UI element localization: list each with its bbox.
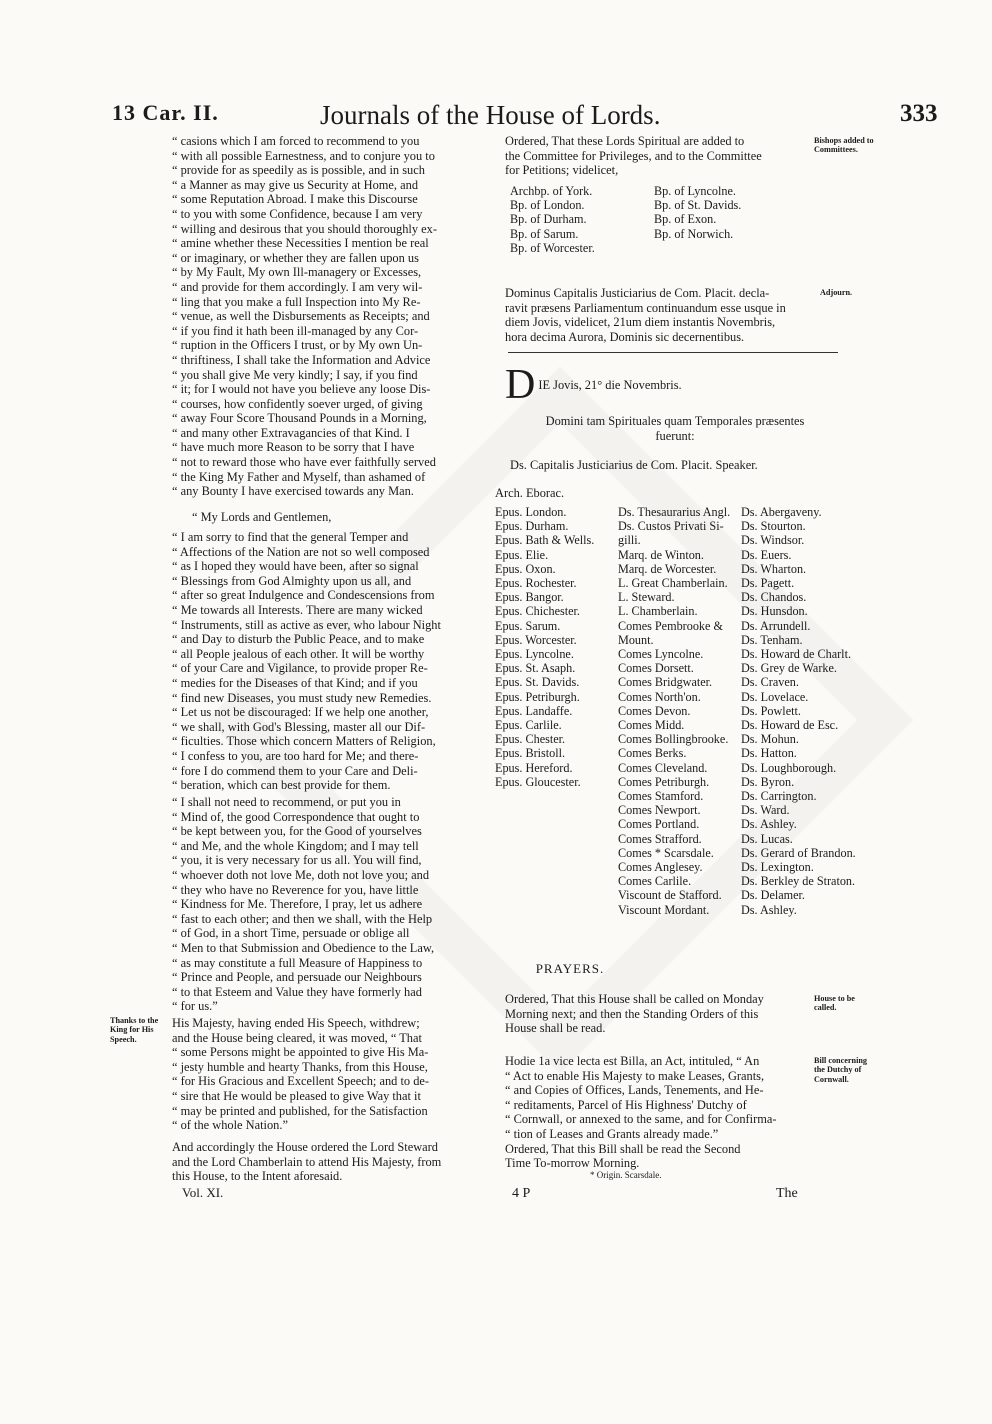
text-line: “ may be printed and published, for the Satisfaction [172, 1103, 428, 1118]
list-item: Comes Carlile. [618, 874, 692, 889]
list-item: L. Great Chamberlain. [618, 576, 728, 591]
list-item: Epus. Chichester. [495, 604, 580, 619]
text-line: “ provide for as speedily as is possible, and in such [172, 163, 425, 178]
list-item: Ds. Powlett. [741, 703, 801, 718]
present-line-1: Domini tam Spirituales quam Temporales præsentes [545, 414, 805, 428]
text-line: “ you, it is very necessary for us all. You will find, [172, 853, 422, 868]
speaker-line: Ds. Capitalis Justiciarius de Com. Placit. Speaker. [510, 458, 758, 472]
list-item: Comes Cleveland. [618, 760, 708, 775]
attendance-col-peers [618, 505, 730, 917]
adjourn-paragraph [505, 286, 811, 344]
list-item: Ds. Custos Privati Si- [618, 519, 724, 534]
speech-part-1 [172, 134, 488, 499]
text-line: “ sire that He would be pleased to give Way that it [172, 1088, 421, 1103]
text-line: this House, to the Intent aforesaid. [172, 1169, 343, 1184]
adjourn-margin-note: Adjourn. [820, 288, 853, 297]
text-line: Ordered, That these Lords Spiritual are added to [505, 134, 745, 148]
present-heading [510, 414, 840, 443]
ordered-house-called [505, 992, 811, 1036]
text-line: “ and Copies of Offices, Lands, Tenements, and He- [505, 1083, 764, 1098]
list-item: Bp. of Lyncolne. [654, 184, 736, 198]
text-line: “ any Bounty I have exercised towards any Man. [172, 484, 414, 499]
list-item: Comes Stamford. [618, 789, 704, 804]
text-line: “ the King My Father and Myself, than ashamed of [172, 469, 426, 484]
list-item: Ds. Grey de Warke. [741, 661, 837, 676]
text-line: “ by My Fault, My own Ill-managery or Excesses, [172, 265, 422, 280]
list-item: Ds. Hatton. [741, 746, 797, 761]
thanks-margin-note: Thanks to the King for His Speech. [110, 1016, 159, 1044]
text-line: “ of the whole Nation.” [172, 1118, 288, 1133]
present-line-2: fuerunt: [655, 428, 695, 443]
text-line: diem Jovis, videlicet, 21um diem instantis Novembris, [505, 315, 776, 330]
list-item: Bp. of Durham. [510, 212, 587, 227]
list-item: Comes Lyncolne. [618, 647, 704, 662]
list-item: Ds. Arrundell. [741, 618, 811, 633]
list-item: Epus. Rochester. [495, 576, 577, 591]
text-line: “ to that Esteem and Value they have formerly had [172, 984, 422, 999]
list-item: Ds. Windsor. [741, 533, 805, 548]
house-called-margin-note: House to be called. [814, 994, 855, 1013]
list-item: Comes Berks. [618, 746, 687, 761]
text-line: His Majesty, having ended His Speech, withdrew; [172, 1016, 420, 1030]
text-line: “ you shall give Me very kindly; I say, if you find [172, 367, 418, 382]
text-line: Ordered, That this Bill shall be read the Second [505, 1141, 741, 1156]
list-item: Comes Bridgwater. [618, 675, 713, 690]
page-title: Journals of the House of Lords. [320, 100, 661, 130]
text-line: “ if you find it hath been ill-managed by any Cor- [172, 323, 419, 338]
text-line: “ courses, how confidently soever urged, of giving [172, 396, 423, 411]
text-line: “ thriftiness, I shall take the Information and Advice [172, 352, 431, 367]
text-line: hora decima Aurora, Dominis sic decernentibus. [505, 329, 745, 344]
list-item: Epus. Worcester. [495, 632, 577, 647]
list-item: Ds. Carrington. [741, 789, 817, 804]
speech-part-3 [172, 795, 488, 1014]
list-item: Ds. Craven. [741, 675, 799, 690]
bill-paragraph [505, 1054, 811, 1171]
text-line: “ reditaments, Parcel of His Highness' Dutchy of [505, 1097, 747, 1112]
list-item: Archbp. of York. [510, 184, 593, 198]
list-item: Bp. of Worcester. [510, 240, 595, 255]
text-line: “ and provide for them accordingly. I am very wil- [172, 279, 423, 294]
list-item: L. Chamberlain. [618, 604, 698, 619]
text-line: “ of your Care and Vigilance, to provide proper Re- [172, 661, 428, 676]
list-item: Epus. Gloucester. [495, 774, 581, 789]
list-item: Comes Midd. [618, 718, 685, 733]
list-item: Ds. Lexington. [741, 860, 814, 875]
text-line: “ Kindness for Me. Therefore, I pray, let us adhere [172, 897, 423, 912]
text-line: “ or imaginary, or whether they are fallen upon us [172, 250, 419, 265]
list-item: Comes * Scarsdale. [618, 845, 714, 860]
list-item: Ds. Ashley. [741, 902, 797, 917]
section-divider [508, 352, 838, 353]
list-item: Comes Anglesey. [618, 860, 703, 875]
text-line: “ all People jealous of each other. It will be worthy [172, 646, 425, 661]
list-item: Epus. Hereford. [495, 760, 573, 775]
text-line: “ after so great Indulgence and Condescensions from [172, 588, 435, 603]
text-line: “ be kept between you, for the Good of yourselves [172, 824, 422, 839]
list-item: Ds. Euers. [741, 547, 792, 562]
list-item: Epus. St. Davids. [495, 675, 580, 690]
list-item: Ds. Lucas. [741, 831, 793, 846]
text-line: “ away Four Score Thousand Pounds in a Morning, [172, 411, 427, 426]
list-item: L. Steward. [618, 590, 675, 605]
catchword: The [776, 1186, 798, 1201]
list-item: Epus. Durham. [495, 519, 569, 534]
list-item: Epus. Sarum. [495, 618, 561, 633]
date-dropcap: D [505, 362, 536, 408]
text-line: House shall be read. [505, 1021, 606, 1036]
text-line: Ordered, That this House shall be called on Monday [505, 992, 764, 1006]
list-item: Ds. Ward. [741, 803, 790, 818]
bishops-list-left [510, 184, 595, 255]
text-line: “ ling that you make a full Inspection into My Re- [172, 294, 421, 309]
text-line: “ Blessings from God Almighty upon us all, and [172, 573, 412, 588]
text-line: “ and Day to disturb the Public Peace, and to make [172, 632, 425, 647]
text-line: “ Instruments, still as active as ever, who labour Night [172, 617, 441, 632]
text-line: “ fast to each other; and then we shall, with the Help [172, 911, 433, 926]
text-line: “ fore I do commend them to your Care and Deli- [172, 763, 418, 778]
bishops-list-right [654, 184, 741, 241]
list-item: Bp. of St. Davids. [654, 198, 742, 213]
list-item: Comes Strafford. [618, 831, 702, 846]
text-line: “ and Me, and the whole Kingdom; and I may tell [172, 838, 419, 853]
list-item: Epus. St. Asaph. [495, 661, 576, 676]
text-line: “ willing and desirous that you should thoroughly ex- [172, 221, 437, 236]
text-line: the Committee for Privileges, and to the Committee [505, 148, 762, 163]
thanks-paragraph [172, 1016, 488, 1133]
list-item: Epus. Elie. [495, 547, 549, 562]
list-item: Ds. Delamer. [741, 888, 805, 903]
text-line: “ beration, which can best provide for them. [172, 778, 391, 793]
list-item: Ds. Loughborough. [741, 760, 837, 775]
text-line: “ venue, as well the Disbursements as Receipts; and [172, 309, 430, 324]
text-line: “ of God, in a short Time, persuade or oblige all [172, 926, 410, 941]
text-line: “ they who have no Reverence for you, have little [172, 882, 419, 897]
text-line: “ with all possible Earnestness, and to conjure you to [172, 148, 435, 163]
list-item: Comes Newport. [618, 803, 701, 818]
text-line: “ have much more Reason to be sorry that I have [172, 440, 415, 455]
list-item: Comes North'on. [618, 689, 701, 704]
prayers-heading: PRAYERS. [535, 961, 605, 976]
list-item: Ds. Berkley de Straton. [741, 874, 856, 889]
list-item: Ds. Pagett. [741, 576, 795, 591]
list-item: Bp. of Norwich. [654, 226, 734, 241]
list-item: Ds. Hunsdon. [741, 604, 808, 619]
text-line: “ we shall, with God's Blessing, master all our Dif- [172, 719, 426, 734]
session-date [505, 362, 835, 408]
list-item: Epus. Oxon. [495, 561, 556, 576]
text-line: “ Cornwall, or annexed to the same, and for Confirma- [505, 1112, 777, 1127]
list-item: Viscount Mordant. [618, 902, 710, 917]
text-line: for Petitions; videlicet, [505, 163, 619, 178]
list-item: Epus. Bath & Wells. [495, 533, 595, 548]
text-line: and the Lord Chamberlain to attend His Majesty, from [172, 1154, 442, 1169]
text-line: “ whoever doth not love Me, doth not love you; and [172, 867, 430, 882]
regnal-year: 13 Car. II. [112, 100, 219, 125]
list-item: Epus. London. [495, 505, 567, 519]
text-line: “ Act to enable His Majesty to make Leases, Grants, [505, 1068, 765, 1083]
list-item: Ds. Lovelace. [741, 689, 809, 704]
list-item: Bp. of Exon. [654, 212, 717, 227]
list-item: Viscount de Stafford. [618, 888, 722, 903]
list-item: Mount. [618, 632, 654, 647]
ordered-committees [505, 134, 811, 178]
text-line: “ to you with some Confidence, because I am very [172, 206, 423, 221]
text-line: Dominus Capitalis Justiciarius de Com. Placit. decla- [505, 286, 770, 300]
signature-mark: 4 P [512, 1186, 531, 1201]
list-item: Epus. Bristoll. [495, 746, 566, 761]
speech-part-2 [172, 530, 488, 793]
text-line: “ Mind of, the good Correspondence that ought to [172, 809, 420, 824]
text-line: “ ficulties. Those which concern Matters of Religion, [172, 734, 436, 749]
text-line: “ and many other Extravagancies of that Kind. I [172, 425, 410, 440]
text-line: “ jesty humble and hearty Thanks, from this House, [172, 1059, 428, 1074]
text-line: “ it; for I would not have you believe any loose Dis- [172, 382, 431, 397]
list-item: Comes Portland. [618, 817, 700, 832]
list-item: Epus. Carlile. [495, 718, 562, 733]
text-line: “ find new Diseases, you must study new Remedies. [172, 690, 432, 705]
list-item: Ds. Byron. [741, 774, 795, 789]
list-item: Comes Devon. [618, 703, 691, 718]
list-item: Epus. Petriburgh. [495, 689, 580, 704]
text-line: “ as I hoped they would have been, after so signal [172, 559, 419, 574]
text-line: “ for us.” [172, 999, 218, 1014]
list-item: Epus. Chester. [495, 732, 566, 747]
text-line: “ not to reward those who have ever faithfully served [172, 455, 436, 470]
text-line: Time To-morrow Morning. [505, 1156, 640, 1171]
text-line: “ Prince and People, and persuade our Neighbours [172, 970, 422, 985]
list-item: Bp. of London. [510, 198, 585, 213]
text-line: “ some Reputation Abroad. I make this Discourse [172, 192, 418, 207]
bishops-margin-note: Bishops added to Committees. [814, 136, 874, 155]
list-item: Comes Petriburgh. [618, 774, 710, 789]
list-item: Epus. Landaffe. [495, 703, 573, 718]
footnote: * Origin. Scarsdale. [590, 1170, 662, 1180]
text-line: “ casions which I am forced to recommend to you [172, 134, 420, 148]
list-item: gilli. [618, 533, 641, 548]
text-line: “ Men to that Submission and Obedience to the Law, [172, 940, 435, 955]
text-line: “ Affections of the Nation are not so well composed [172, 544, 430, 559]
list-item: Ds. Mohun. [741, 732, 799, 747]
list-item: Comes Dorsett. [618, 661, 694, 676]
text-line: Hodie 1a vice lecta est Billa, an Act, intituled, “ An [505, 1054, 760, 1068]
text-line: “ as may constitute a full Measure of Happiness to [172, 955, 423, 970]
text-line: “ I confess to you, are too hard for Me; and there- [172, 748, 419, 763]
text-line: “ I am sorry to find that the general Temper and [172, 530, 409, 544]
volume-label: Vol. XI. [182, 1185, 224, 1200]
text-line: and the House being cleared, it was moved, “ That [172, 1030, 422, 1045]
list-item: Ds. Tenham. [741, 632, 803, 647]
attendance-col-barons [741, 505, 856, 917]
list-item: Ds. Ashley. [741, 817, 797, 832]
date-line: IE Jovis, 21° die Novembris. [538, 378, 682, 392]
address-line: “ My Lords and Gentlemen, [192, 510, 332, 524]
list-item: Ds. Abergaveny. [741, 505, 822, 519]
list-item: Ds. Chandos. [741, 590, 807, 605]
list-item: Epus. Lyncolne. [495, 647, 574, 662]
list-item: Marq. de Worcester. [618, 561, 717, 576]
list-item: Ds. Gerard of Brandon. [741, 845, 856, 860]
list-item: Comes Pembrooke & [618, 618, 723, 633]
archbishop-line: Arch. Eborac. [495, 486, 565, 500]
text-line: “ I shall not need to recommend, or put you in [172, 795, 401, 809]
list-item: Ds. Howard de Charlt. [741, 647, 852, 662]
bill-margin-note: Bill concerning the Dutchy of Cornwall. [814, 1056, 867, 1084]
text-line: ravit præsens Parliamentum continuandum esse usque in [505, 300, 786, 315]
list-item: Ds. Stourton. [741, 519, 806, 534]
text-line: “ tion of Leases and Grants already made.” [505, 1126, 719, 1141]
accordingly-paragraph [172, 1140, 488, 1184]
list-item: Epus. Bangor. [495, 590, 564, 605]
list-item: Ds. Howard de Esc. [741, 718, 839, 733]
text-line: “ some Persons might be appointed to give His Ma- [172, 1045, 429, 1060]
text-line: “ ruption in the Officers I trust, or by My own Un- [172, 338, 423, 353]
attendance-col-bishops [495, 505, 594, 789]
list-item: Bp. of Sarum. [510, 226, 579, 241]
list-item: Marq. de Winton. [618, 547, 704, 562]
speech-address [172, 510, 488, 525]
text-line: And accordingly the House ordered the Lord Steward [172, 1140, 438, 1154]
text-line: “ a Manner as may give us Security at Home, and [172, 177, 419, 192]
text-line: “ amine whether these Necessities I mention be real [172, 236, 429, 251]
list-item: Comes Bollingbrooke. [618, 732, 729, 747]
text-line: “ for His Gracious and Excellent Speech; and to de- [172, 1074, 430, 1089]
text-line: “ Me towards all Interests. There are many wicked [172, 602, 423, 617]
text-line: “ Let us not be discouraged: If we help one another, [172, 705, 429, 720]
list-item: Ds. Wharton. [741, 561, 807, 576]
list-item: Ds. Thesaurarius Angl. [618, 505, 731, 519]
page-number: 333 [900, 100, 938, 127]
text-line: “ medies for the Diseases of that Kind; and if you [172, 675, 418, 690]
text-line: Morning next; and then the Standing Orders of this [505, 1006, 759, 1021]
